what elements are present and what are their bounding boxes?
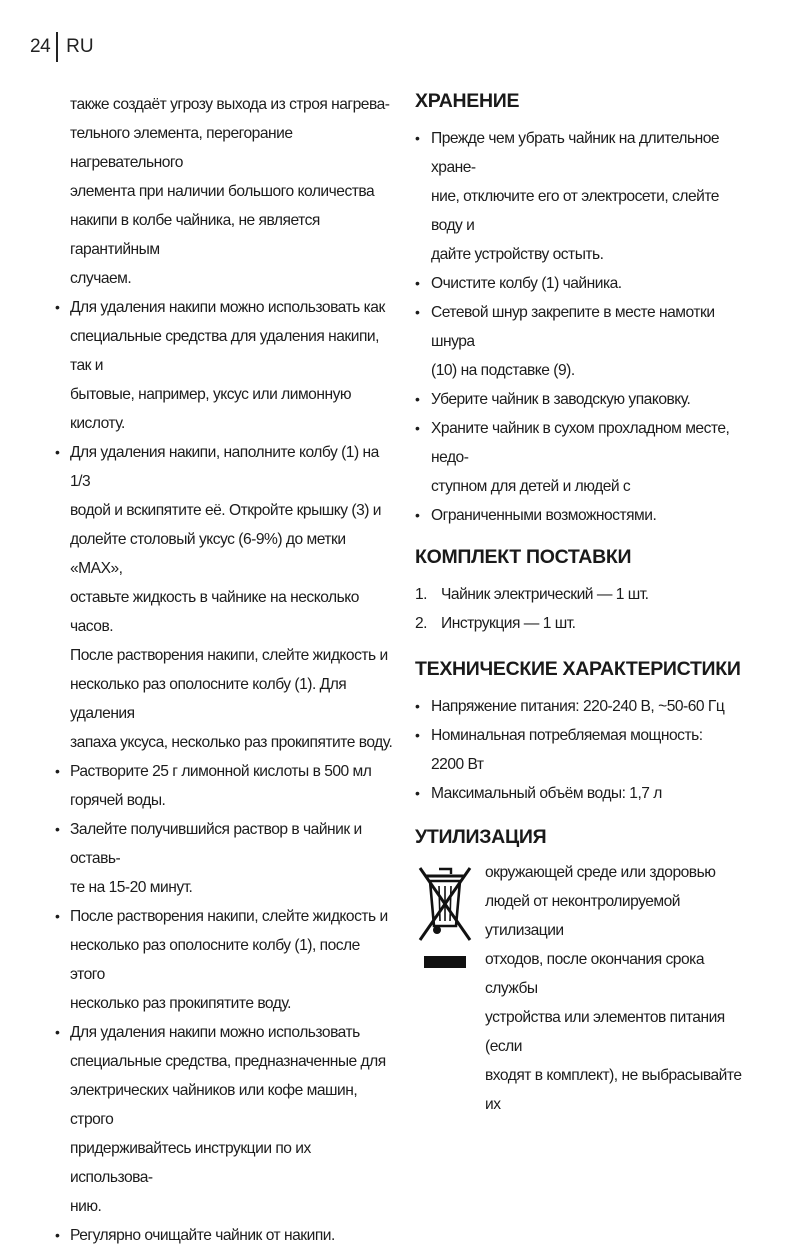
text-line: • Номинальная потребляемая мощность: (431, 727, 703, 744)
text-line: горячей воды. (70, 792, 166, 809)
text-line: отходов, после окончания срока службы (485, 951, 704, 997)
text-line: нию. (70, 1198, 102, 1215)
list-item (415, 269, 750, 298)
text-line: входят в комплект), не выбрасывайте их (485, 1067, 742, 1113)
text-line: долейте столовый уксус (6-9%) до метки «MAX», (70, 531, 346, 577)
tech-section (415, 656, 750, 808)
text-line: • Регулярно очищайте чайник от накипи. (70, 1227, 335, 1244)
list-item (415, 721, 750, 779)
text-line: придерживайтесь инструкции по их использова- (70, 1140, 311, 1186)
item-number: 2. (415, 615, 428, 632)
storage-section (415, 88, 750, 530)
text-line: бытовые, например, уксус или лимонную кислоту. (70, 386, 352, 432)
list-item (415, 414, 750, 501)
list-item (415, 298, 750, 385)
text-line: • Напряжение питания: 220-240 В, ~50-60 Гц (431, 698, 725, 715)
text-line: оставьте жидкость в чайнике на несколько часов. (70, 589, 359, 635)
text-line: После растворения накипи, слейте жидкость и (70, 647, 388, 664)
item-text: Инструкция — 1 шт. (441, 615, 576, 632)
tech-title: ТЕХНИЧЕСКИЕ ХАРАКТЕРИСТИКИ (415, 658, 741, 680)
text-line: элемента при наличии большого количества (70, 183, 375, 200)
list-item (52, 757, 396, 815)
list-item (52, 902, 396, 1018)
text-line: • Храните чайник в сухом прохладном месте, недо- (431, 420, 730, 466)
text-line: • Ограниченными возможностями. (431, 507, 657, 524)
text-line: несколько раз ополосните колбу (1). Для удаления (70, 676, 347, 722)
list-item (52, 1221, 396, 1250)
kit-section (415, 544, 750, 638)
disposal-section (415, 824, 750, 1119)
kit-list (415, 580, 750, 638)
list-item (52, 438, 396, 757)
page-number: 24 (30, 36, 51, 57)
item-number: 1. (415, 586, 428, 603)
text-line: несколько раз ополосните колбу (1), после этого (70, 937, 360, 983)
header-divider (56, 32, 58, 62)
list-item (415, 501, 750, 530)
text-line: ние, отключите его от электросети, слейте воду и (431, 188, 719, 234)
text-line: • Для удаления накипи, наполните колбу (1) на 1/3 (70, 444, 379, 490)
kit-title: КОМПЛЕКТ ПОСТАВКИ (415, 546, 632, 568)
crossed-out-wheelie-bin-icon (415, 860, 475, 984)
list-item (415, 692, 750, 721)
item-text: Чайник электрический — 1 шт. (441, 586, 649, 603)
text-line: специальные средства, предназначенные для (70, 1053, 386, 1070)
descaling-list (52, 293, 396, 1250)
text-line: водой и вскипятите её. Откройте крышку (3) и (70, 502, 382, 519)
text-line: людей от неконтролируемой утилизации (485, 893, 680, 939)
list-item (415, 580, 750, 609)
text-line: тельного элемента, перегорание нагревательного (70, 125, 293, 171)
left-column (52, 90, 396, 1250)
text-line: накипи в колбе чайника, не является гарантийным (70, 212, 320, 258)
text-line: • Максимальный объём воды: 1,7 л (431, 785, 662, 802)
text-line: • Залейте получившийся раствор в чайник и оставь- (70, 821, 362, 867)
text-line: окружающей среде или здоровью (485, 864, 716, 881)
list-item (415, 124, 750, 269)
text-line: • Прежде чем убрать чайник на длительное хране- (431, 130, 720, 176)
text-line: случаем. (70, 270, 132, 287)
text-line: • Для удаления накипи можно использовать как (70, 299, 385, 316)
right-column (415, 88, 750, 1119)
disposal-content (415, 858, 750, 1119)
text-line: ступном для детей и людей с (431, 478, 631, 495)
text-line: запаха уксуса, несколько раз прокипятите воду. (70, 734, 393, 751)
language-code: RU (66, 36, 94, 57)
text-line: также создаёт угрозу выхода из строя нагрева- (70, 96, 390, 113)
text-line: • Очистите колбу (1) чайника. (431, 275, 622, 292)
disposal-text (485, 858, 750, 1119)
text-line: те на 15-20 минут. (70, 879, 193, 896)
list-item (52, 815, 396, 902)
text-line: электрических чайников или кофе машин, строго (70, 1082, 358, 1128)
text-line: специальные средства для удаления накипи, так и (70, 328, 379, 374)
text-line: устройства или элементов питания (если (485, 1009, 725, 1055)
text-line: 2200 Вт (431, 756, 484, 773)
list-item (52, 1018, 396, 1221)
list-item (415, 385, 750, 414)
list-item (415, 609, 750, 638)
text-line: дайте устройству остыть. (431, 246, 604, 263)
disposal-title: УТИЛИЗАЦИЯ (415, 826, 547, 848)
tech-list (415, 692, 750, 808)
text-line: • Сетевой шнур закрепите в месте намотки шнура (431, 304, 715, 350)
text-line: • После растворения накипи, слейте жидкость и (70, 908, 388, 925)
text-line: • Растворите 25 г лимонной кислоты в 500 мл (70, 763, 372, 780)
text-line: • Уберите чайник в заводскую упаковку. (431, 391, 691, 408)
text-line: • Для удаления накипи можно использовать (70, 1024, 360, 1041)
intro-paragraph (52, 90, 396, 293)
text-line: несколько раз прокипятите воду. (70, 995, 291, 1012)
page-header (30, 32, 94, 62)
list-item (415, 779, 750, 808)
storage-title: ХРАНЕНИЕ (415, 90, 520, 112)
storage-list (415, 124, 750, 530)
list-item (52, 293, 396, 438)
text-line: (10) на подставке (9). (431, 362, 575, 379)
